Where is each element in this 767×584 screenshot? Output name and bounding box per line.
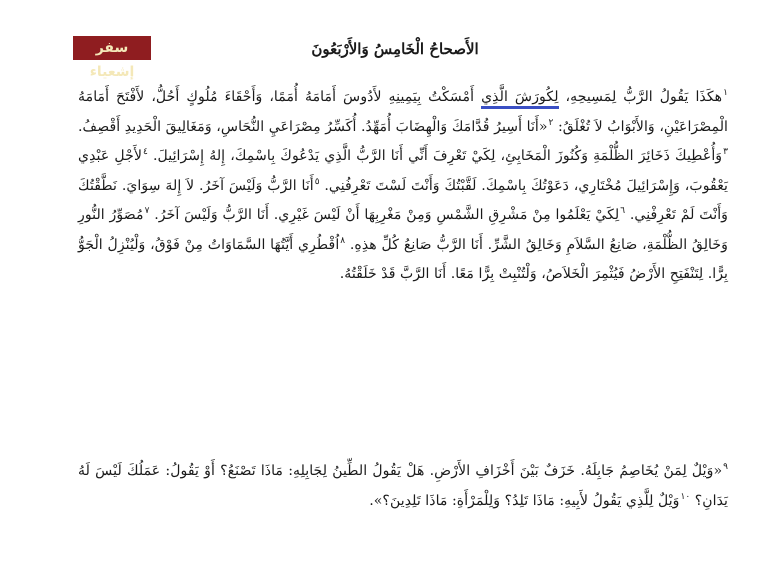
verse-number: ٥ bbox=[314, 176, 320, 187]
verse-text: لِكَيْ يَعْلَمُوا مِنْ مَشْرِقِ الشَّمْسِ وَمِنْ مَغْرِبِهَا أَنْ لَيْسَ غَيْرِي. أَنَا الرَّبُّ وَلَيْسَ آخَرُ. bbox=[154, 207, 620, 223]
verse-3 bbox=[153, 148, 728, 164]
verse-text: أَنَا الرَّبُّ وَلَيْسَ آخَرُ. لاَ إِلهَ سِوَايَ. نَطَّقْتُكَ وَأَنْتَ لَمْ تَعْرِفْنِي. bbox=[78, 177, 728, 223]
verse-text: وَيْلٌ لِلَّذِي يَقُولُ لأَبِيهِ: مَاذَا تَلِدُ؟ وَلِلْمَرْأَةِ: مَاذَا تَلِدِينَ؟». bbox=[369, 492, 680, 509]
verse-text: لأَجْلِ عَبْدِي يَعْقُوبَ، وَإِسْرَائِيلَ مُخْتَارِي، دَعَوْتُكَ بِاسْمِكَ. لَقَّبْتُكَ وَأَنْتَ لَسْتَ تَعْرِفُنِي. bbox=[78, 148, 728, 194]
book-badge: سفر إشعياء bbox=[73, 36, 151, 60]
verse-2 bbox=[78, 119, 553, 135]
verse-number: ٧ bbox=[144, 206, 150, 217]
underlined-phrase: لِكُورَشَ الَّذِي bbox=[481, 89, 558, 109]
verse-6 bbox=[154, 207, 625, 223]
verse-number: ٢ bbox=[548, 117, 554, 128]
verse-text: هكَذَا يَقُولُ الرَّبُّ لِمَسِيحِهِ، bbox=[558, 89, 723, 105]
verse-number: ٩ bbox=[723, 462, 728, 473]
verse-text: مُصَوِّرُ النُّورِ وَخَالِقُ الظُّلْمَةِ، صَانِعُ السَّلاَمِ وَخَالِقُ الشَّرِّ. أَنَا الرَّبُّ صَانِعُ كُلِّ هذِهِ. bbox=[78, 207, 729, 253]
verse-text: «وَيْلٌ لِمَنْ يُخَاصِمُ جَابِلَهُ. خَزَفٌ بَيْنَ أَخْزَافِ الأَرْضِ. هَلْ يَقُولُ الطِّينُ لِجَابِلِهِ: مَاذَا تَصْنَعُ؟ أَوْ يَقُولُ: عَمَلُكَ لَيْسَ لَهُ يَدَانِ؟ bbox=[78, 463, 728, 509]
verse-text: «أَنَا أَسِيرُ قُدَّامَكَ وَالْهِضَابَ أُمَهِّدُ. أُكَسِّرُ مِصْرَاعَيِ النُّحَاسِ، وَمَغَالِيقَ الْحَدِيدِ أَقْصِفُ. bbox=[78, 118, 548, 135]
verse-number: ٣ bbox=[723, 147, 729, 158]
verse-text: اُقْطُرِي أَيَّتُهَا السَّمَاوَاتُ مِنْ فَوْقُ، وَلْيُنْزِلُ الْجَوُّ بِرًّا. لِتَنْفَتِحِ الأَرْضُ فَيُثْمِرَ الْخَلاَصُ، وَلْتُنْبِتْ بِرًّا مَعًا. أَنَا الرَّبَّ قَدْ خَلَقْتُهُ. bbox=[78, 236, 728, 282]
passage-verses-1-8 bbox=[78, 83, 728, 290]
verse-10 bbox=[369, 493, 690, 509]
verse-text: وَأُعْطِيكَ ذَخَائِرَ الظُّلْمَةِ وَكُنُوزَ الْمَخَابِئِ، لِكَيْ تَعْرِفَ أَنِّي أَنَا الرَّبُّ الَّذِي يَدْعُوكَ بِاسْمِكَ، إِلهُ إِسْرَائِيلَ. bbox=[153, 148, 723, 164]
chapter-title: الأَصحاحُ الْخَامِسُ وَالأَرْبَعُونَ bbox=[311, 40, 479, 58]
verse-number: ٦ bbox=[620, 206, 626, 217]
verse-number: ١ bbox=[723, 88, 728, 99]
verse-number: ١٠ bbox=[680, 491, 691, 502]
verse-number: ٤ bbox=[143, 147, 148, 158]
passage-verses-9-10 bbox=[78, 457, 728, 516]
verse-text: أَمْسَكْتُ بِيَمِينِهِ لأَدُوسَ أَمَامَهُ أُمَمًا، وَأَحْقَاءَ مُلُوكٍ أَحُلُّ، لأَفْتَحَ أَمَامَهُ الْمِصْرَاعَيْنِ، وَالأَبْوَابُ لاَ تُغْلَقُ: bbox=[78, 89, 728, 135]
verse-number: ٨ bbox=[340, 235, 346, 246]
